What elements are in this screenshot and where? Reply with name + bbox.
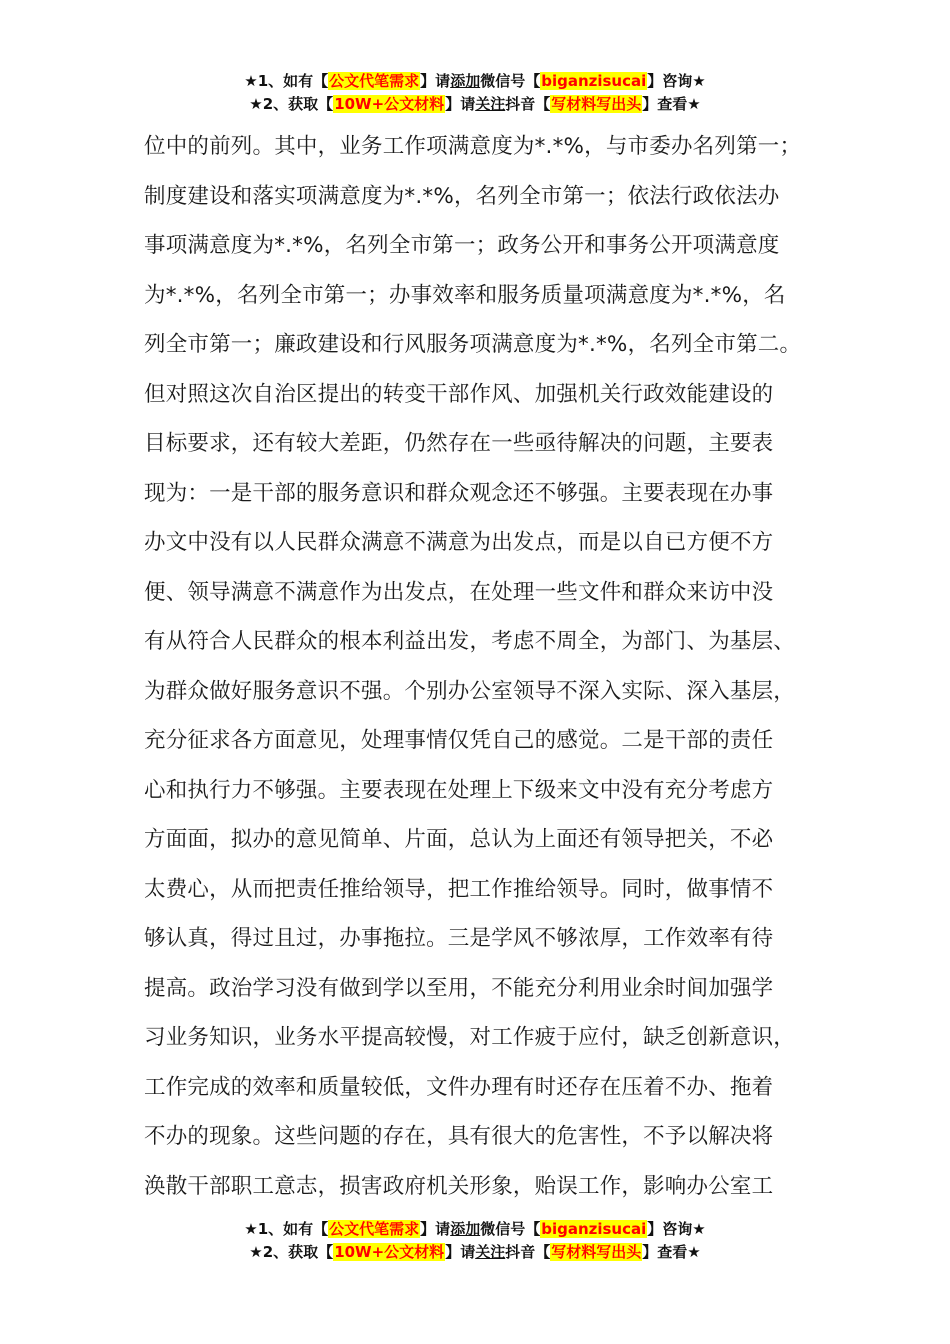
body-line: 充分征求各方面意见，处理事情仅凭自己的感觉。二是干部的责任 <box>144 728 774 753</box>
body-line: 为*.*%，名列全市第一；办事效率和服务质量项满意度为*.*%，名 <box>144 282 786 308</box>
douyin-account: 写材料写出头 <box>551 1243 642 1261</box>
body-line: 办文中没有以人民群众满意不满意为出发点，而是以自已方便不方 <box>144 530 774 555</box>
banner-highlight: 公文代笔需求 <box>329 1220 420 1238</box>
wechat-id: biganzisucai <box>541 1220 647 1238</box>
body-line: 制度建设和落实项满意度为*.*%，名列全市第一；依法行政依法办 <box>144 183 780 209</box>
document-body <box>144 122 834 1211</box>
douyin-account: 写材料写出头 <box>551 95 642 113</box>
body-line: 列全市第一；廉政建设和行风服务项满意度为*.*%，名列全市第二。 <box>144 332 802 357</box>
banner-highlight: 公文代笔需求 <box>329 72 420 90</box>
banner-line-2: ★2、获取【10W+公文材料】请关注抖音【写材料写出头】查看★ <box>249 95 701 113</box>
body-line: 涣散干部职工意志，损害政府机关形象，贻误工作，影响办公室工 <box>144 1173 774 1199</box>
banner-highlight: 10W+公文材料 <box>334 95 445 113</box>
wechat-id: biganzisucai <box>541 72 647 90</box>
body-line: 工作完成的效率和质量较低，文件办理有时还存在压着不办、拖着 <box>144 1074 774 1100</box>
body-line: 位中的前列。其中，业务工作项满意度为*.*%，与市委办名列第一； <box>144 134 802 159</box>
body-line: 目标要求，还有较大差距，仍然存在一些亟待解决的问题，主要表 <box>144 431 774 456</box>
body-line: 现为：一是干部的服务意识和群众观念还不够强。主要表现在办事 <box>144 480 774 506</box>
body-line: 不办的现象。这些问题的存在，具有很大的危害性，不予以解决将 <box>144 1124 774 1149</box>
banner-line-1: ★1、如有【公文代笔需求】请添加微信号【biganzisucai】咨询★ <box>244 1220 706 1238</box>
body-line: 但对照这次自治区提出的转变干部作风、加强机关行政效能建设的 <box>144 381 774 407</box>
header-banner <box>0 70 950 116</box>
body-line: 事项满意度为*.*%，名列全市第一；政务公开和事务公开项满意度 <box>144 233 780 258</box>
body-line: 方面面，拟办的意见简单、片面，总认为上面还有领导把关，不必 <box>144 827 774 852</box>
body-line: 心和执行力不够强。主要表现在处理上下级来文中没有充分考虑方 <box>144 777 774 803</box>
banner-line-1: ★1、如有【公文代笔需求】请添加微信号【biganzisucai】咨询★ <box>244 72 706 90</box>
body-line: 太费心，从而把责任推给领导，把工作推给领导。同时，做事情不 <box>144 876 774 902</box>
body-line: 为群众做好服务意识不强。个别办公室领导不深入实际、深入基层， <box>144 678 796 704</box>
banner-highlight: 10W+公文材料 <box>334 1243 445 1261</box>
footer-banner <box>0 1218 950 1264</box>
body-line: 便、领导满意不满意作为出发点，在处理一些文件和群众来访中没 <box>144 579 774 605</box>
body-line: 提高。政治学习没有做到学以至用，不能充分利用业余时间加强学 <box>144 975 774 1001</box>
body-line: 够认真，得过且过，办事拖拉。三是学风不够浓厚，工作效率有待 <box>144 926 774 951</box>
body-line: 有从符合人民群众的根本利益出发，考虑不周全，为部门、为基层、 <box>144 629 796 654</box>
body-line: 习业务知识，业务水平提高较慢，对工作疲于应付，缺乏创新意识， <box>144 1025 796 1050</box>
banner-line-2: ★2、获取【10W+公文材料】请关注抖音【写材料写出头】查看★ <box>249 1243 701 1261</box>
